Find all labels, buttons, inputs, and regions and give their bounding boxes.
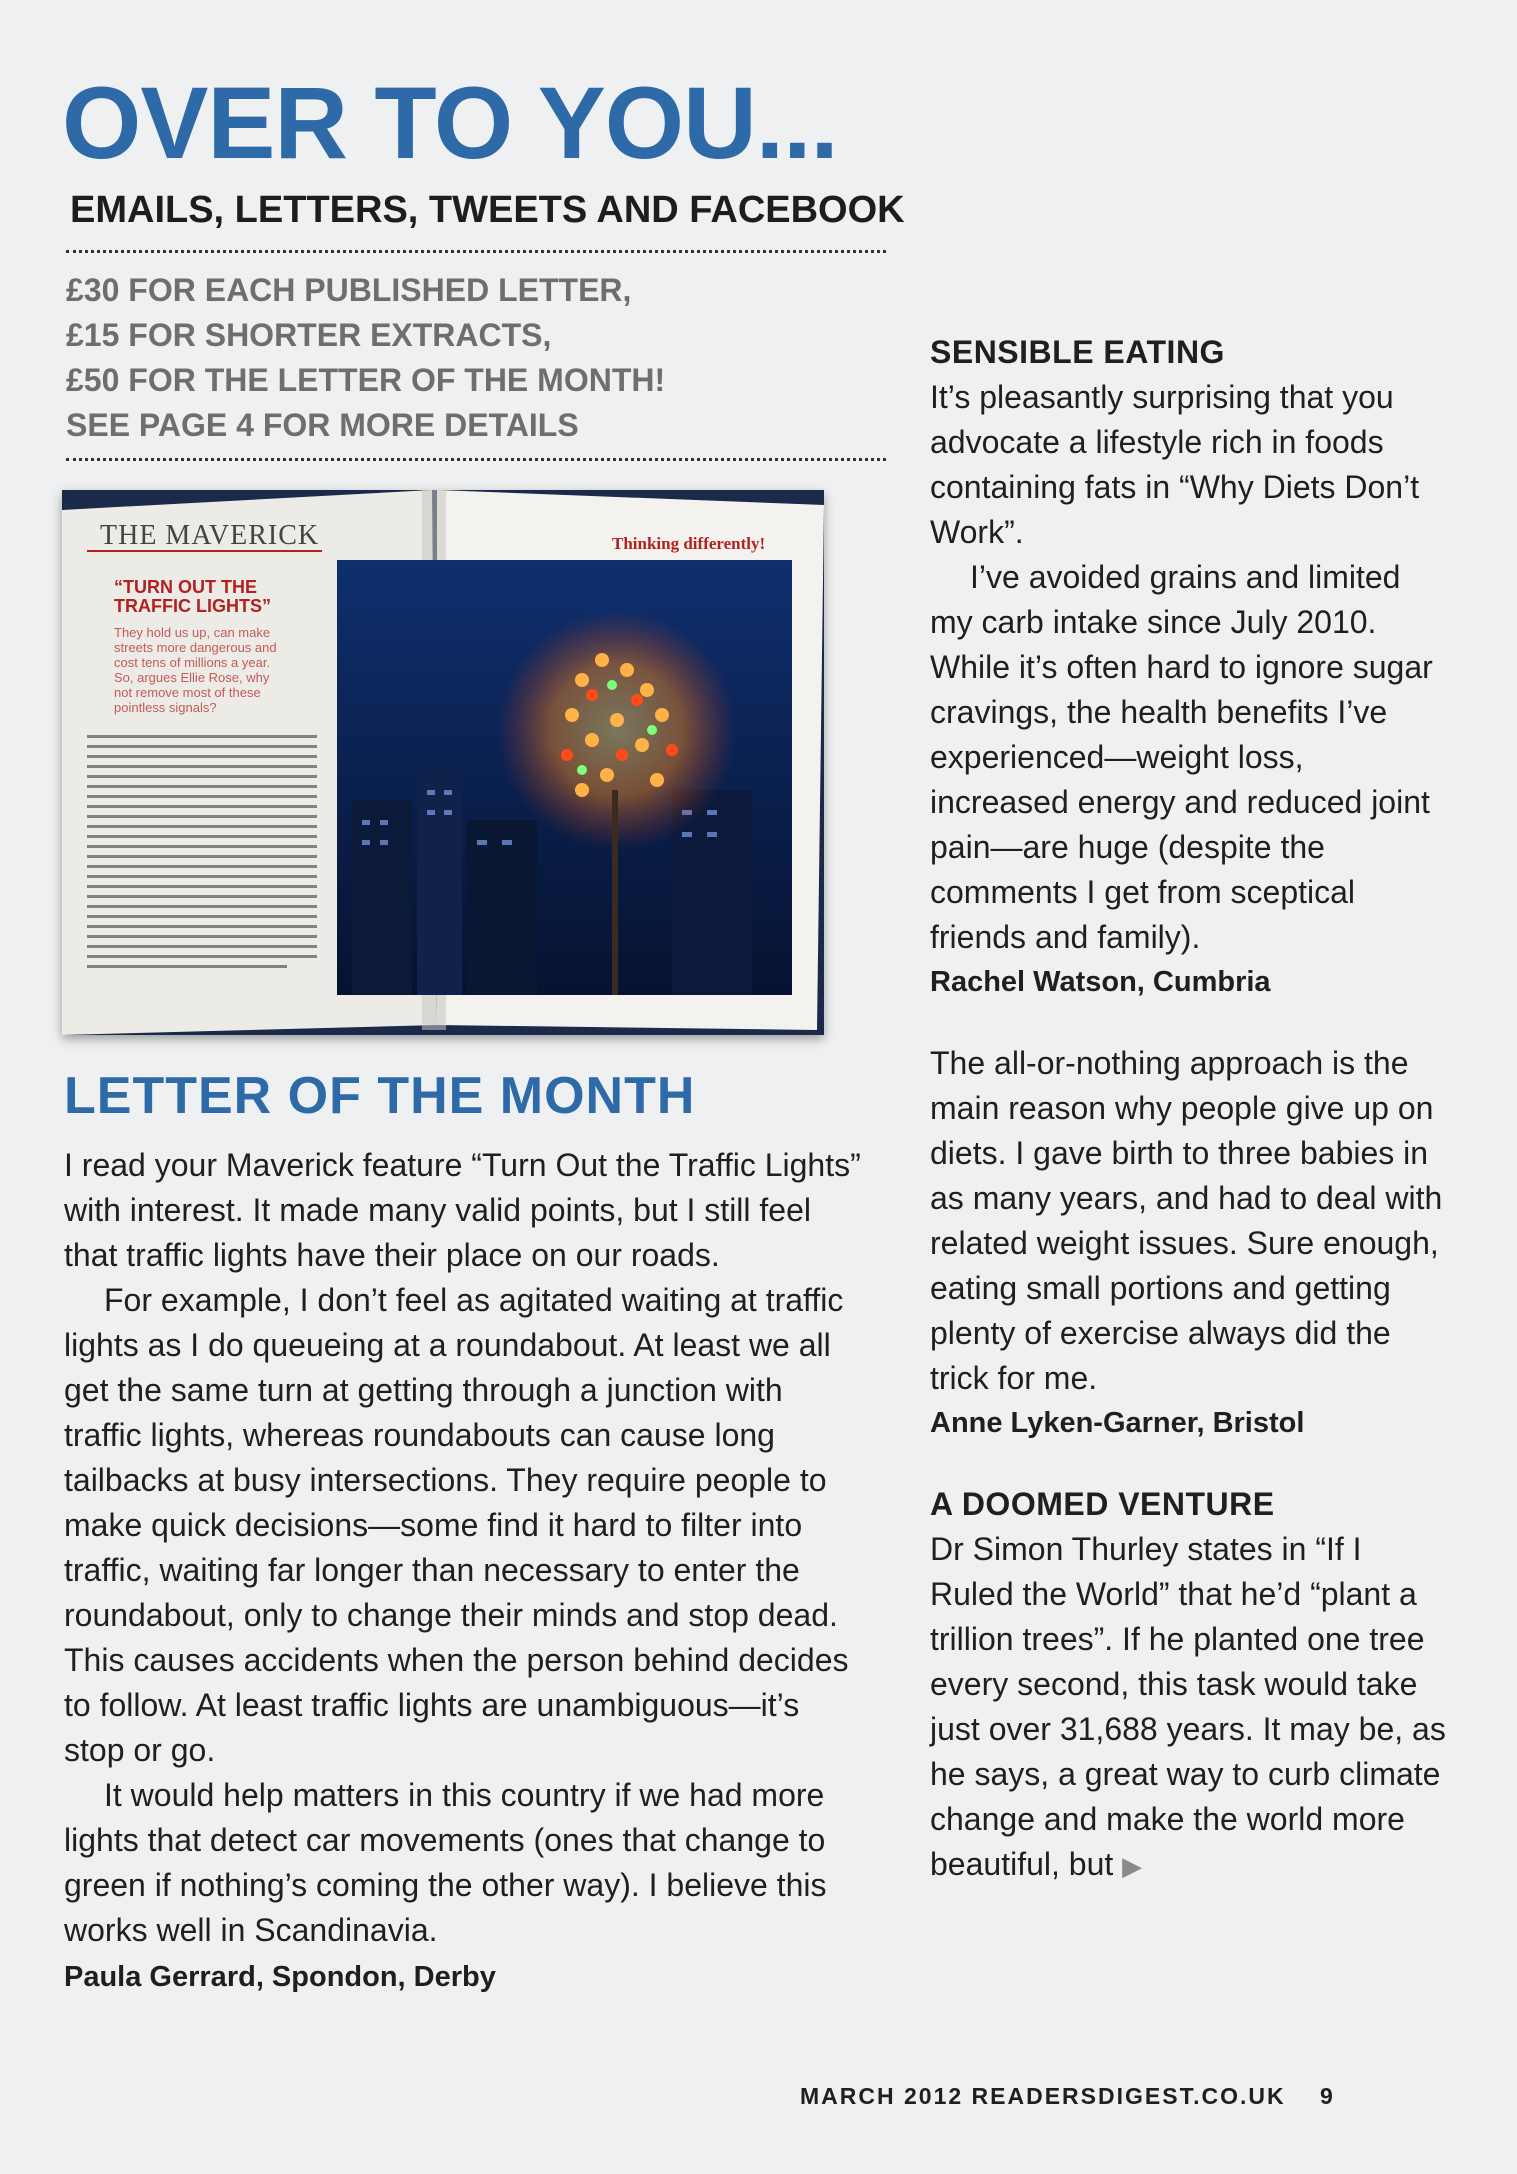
- footer-issue: MARCH 2012: [800, 2083, 964, 2109]
- magazine-tagline: Thinking differently!: [612, 534, 766, 553]
- letter-signature: Paula Gerrard, Spondon, Derby: [64, 1961, 496, 1993]
- offer-line: £30 FOR EACH PUBLISHED LETTER,: [66, 272, 632, 308]
- magazine-standfirst-line: pointless signals?: [114, 700, 217, 715]
- letter-heading: A DOOMED VENTURE: [930, 1486, 1275, 1522]
- payment-offers: [66, 268, 665, 448]
- dotted-divider-bottom: [66, 458, 886, 461]
- magazine-standfirst-line: cost tens of millions a year.: [114, 655, 271, 670]
- letter-paragraph: The all-or-nothing approach is the main reason why people give up on diets. I gave birth to three babies in as many years, and had to deal with related weight issues. Sure enough, eating small portions and getting plenty of exercise always did the trick for me.: [930, 1045, 1443, 1396]
- magazine-standfirst-line: So, argues Ellie Rose, why: [114, 670, 270, 685]
- letter-of-month-body: [64, 1143, 864, 2000]
- magazine-headline-line: “TURN OUT THE: [114, 577, 257, 597]
- magazine-headline: [114, 578, 271, 616]
- page-number: 9: [1319, 2083, 1335, 2109]
- continue-arrow-icon: ▶: [1122, 1851, 1143, 1881]
- letter-of-month-heading: LETTER OF THE MONTH: [64, 1067, 696, 1125]
- offer-line: £15 FOR SHORTER EXTRACTS,: [66, 317, 552, 353]
- offer-line: SEE PAGE 4 FOR MORE DETAILS: [66, 407, 579, 443]
- magazine-standfirst: [114, 625, 277, 715]
- letter-paragraph: [930, 1527, 1450, 1889]
- footer-site: READERSDIGEST.CO.UK: [971, 2083, 1286, 2109]
- letters-column: [930, 330, 1450, 1889]
- letter-paragraph: For example, I don’t feel as agitated waiting at traffic lights as I do queueing at a roundabout. At least we all get the same turn at getting through a junction with traffic lights, whereas roundabouts can cause long tailbacks at busy intersections. They require people to make quick decisions—some find it hard to filter into traffic, waiting far longer than necessary to enter the roundabout, only to change their minds and stop dead. This causes accidents when the person behind decides to follow. At least traffic lights are unambiguous—it’s stop or go.: [64, 1282, 849, 1768]
- letter-signature: Rachel Watson, Cumbria: [930, 966, 1271, 998]
- letter-text: Dr Simon Thurley states in “If I Ruled the World” that he’d “plant a trillion trees”. If he planted one tree every second, this task would take just over 31,688 years. It may be, as he says, a great way to curb climate change and make the world more beautiful, but: [930, 1531, 1446, 1882]
- letter-heading: SENSIBLE EATING: [930, 334, 1225, 370]
- magazine-standfirst-line: streets more dangerous and: [114, 640, 277, 655]
- offer-line: £50 FOR THE LETTER OF THE MONTH!: [66, 362, 666, 398]
- page-footer: [800, 2083, 1335, 2110]
- page-title: OVER TO YOU...: [62, 66, 838, 180]
- magazine-section-label: THE MAVERICK: [100, 520, 320, 551]
- dotted-divider-top: [66, 250, 886, 253]
- letter-paragraph: I’ve avoided grains and limited my carb intake since July 2010. While it’s often hard to ignore sugar cravings, the health benefits I’ve experienced—weight loss, increased energy and reduced joint pain—are huge (despite the comments I get from sceptical friends and family).: [930, 559, 1433, 955]
- magazine-headline-line: TRAFFIC LIGHTS”: [114, 596, 271, 616]
- magazine-standfirst-line: They hold us up, can make: [114, 625, 271, 640]
- letter-paragraph: I read your Maverick feature “Turn Out the Traffic Lights” with interest. It made many valid points, but I still feel that traffic lights have their place on our roads.: [64, 1147, 861, 1273]
- letter-signature: Anne Lyken-Garner, Bristol: [930, 1407, 1305, 1439]
- magazine-illustration: [62, 490, 824, 1035]
- magazine-spread-image: [62, 490, 824, 1035]
- letter-paragraph: It would help matters in this country if we had more lights that detect car movements (ones that change to green if nothing’s coming the other way). I believe this works well in Scandinavia.: [64, 1777, 827, 1948]
- magazine-standfirst-line: not remove most of these: [114, 685, 261, 700]
- letter-paragraph: It’s pleasantly surprising that you advocate a lifestyle rich in foods containing fats in “Why Diets Don’t Work”.: [930, 379, 1420, 550]
- page-subtitle: EMAILS, LETTERS, TWEETS AND FACEBOOK: [70, 189, 905, 231]
